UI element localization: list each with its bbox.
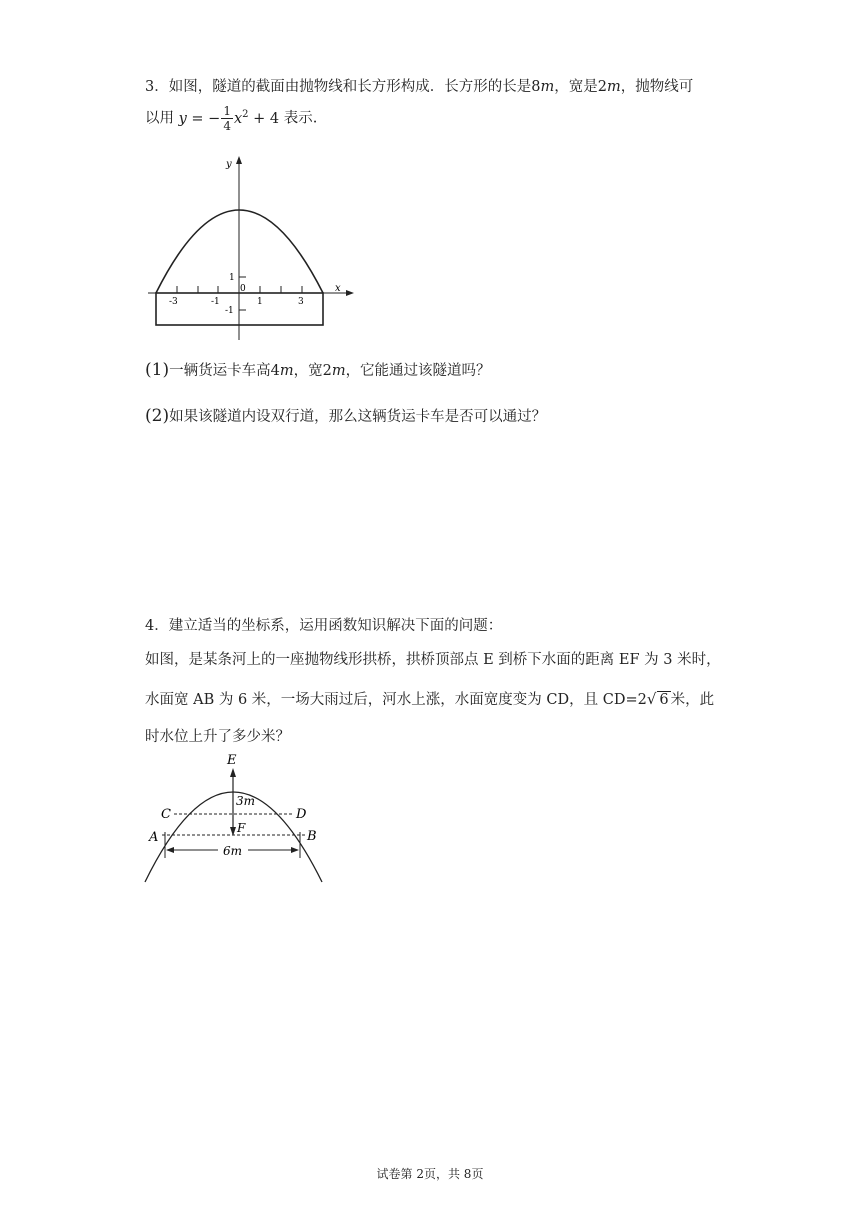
label-6m: 6m (223, 844, 243, 858)
page-footer: 试卷第 2页，共 8页 (376, 1167, 484, 1181)
q3-number: 3 (145, 79, 155, 95)
label-C: C (161, 807, 171, 822)
label-F: F (237, 821, 246, 835)
sqrt-6: 6 (659, 692, 669, 708)
q3-line2: 以用 y = − $\frac{1}{4}$ $x^2 + 4$ 表示. (145, 104, 318, 133)
tick-x-3: 3 (298, 297, 304, 307)
q3-equation: y = − $\frac{1}{4}$ $x^2 + 4$ (178, 104, 280, 133)
q4-line2: 如图，是某条河上的一座抛物线形拱桥，拱桥顶部点 E 到桥下水面的距离 EF 为 3 米时， (145, 652, 721, 668)
tick-x-1: 1 (257, 297, 263, 307)
label-A: A (149, 830, 159, 845)
q4-number: 4 (145, 618, 155, 634)
q3-sub2: (2)如果该隧道内设双行道，那么这辆货运卡车是否可以通过？ (145, 406, 547, 426)
y-axis-label: y (226, 159, 232, 170)
q3-sub1: (1)一辆货运卡车高4m，宽2m，它能通过该隧道吗？ (145, 360, 491, 380)
tick-y-neg1: -1 (225, 306, 234, 316)
q4-line3: 水面宽 AB 为 6 米，一场大雨过后，河水上涨，水面宽度变为 CD，且 CD=2√ 6 米，此 (145, 690, 715, 708)
tick-x-neg3: -3 (169, 297, 178, 307)
q4-line4: 时水位上升了多少米？ (145, 729, 290, 745)
origin-label: 0 (240, 284, 246, 294)
tick-y-1: 1 (229, 273, 235, 283)
tunnel-figure (140, 150, 370, 350)
q3-line1: 3．如图，隧道的截面由抛物线和长方形构成．长方形的长是8m，宽是2m，抛物线可 (145, 79, 694, 95)
x-axis-label: x (335, 283, 341, 294)
label-3m: 3m (236, 794, 256, 808)
label-D: D (296, 807, 307, 822)
q4-line1: 4．建立适当的坐标系，运用函数知识解决下面的问题： (145, 618, 503, 634)
tick-x-neg1: -1 (211, 297, 220, 307)
bridge-figure (140, 752, 330, 888)
label-B: B (307, 829, 317, 844)
label-E: E (227, 753, 237, 768)
